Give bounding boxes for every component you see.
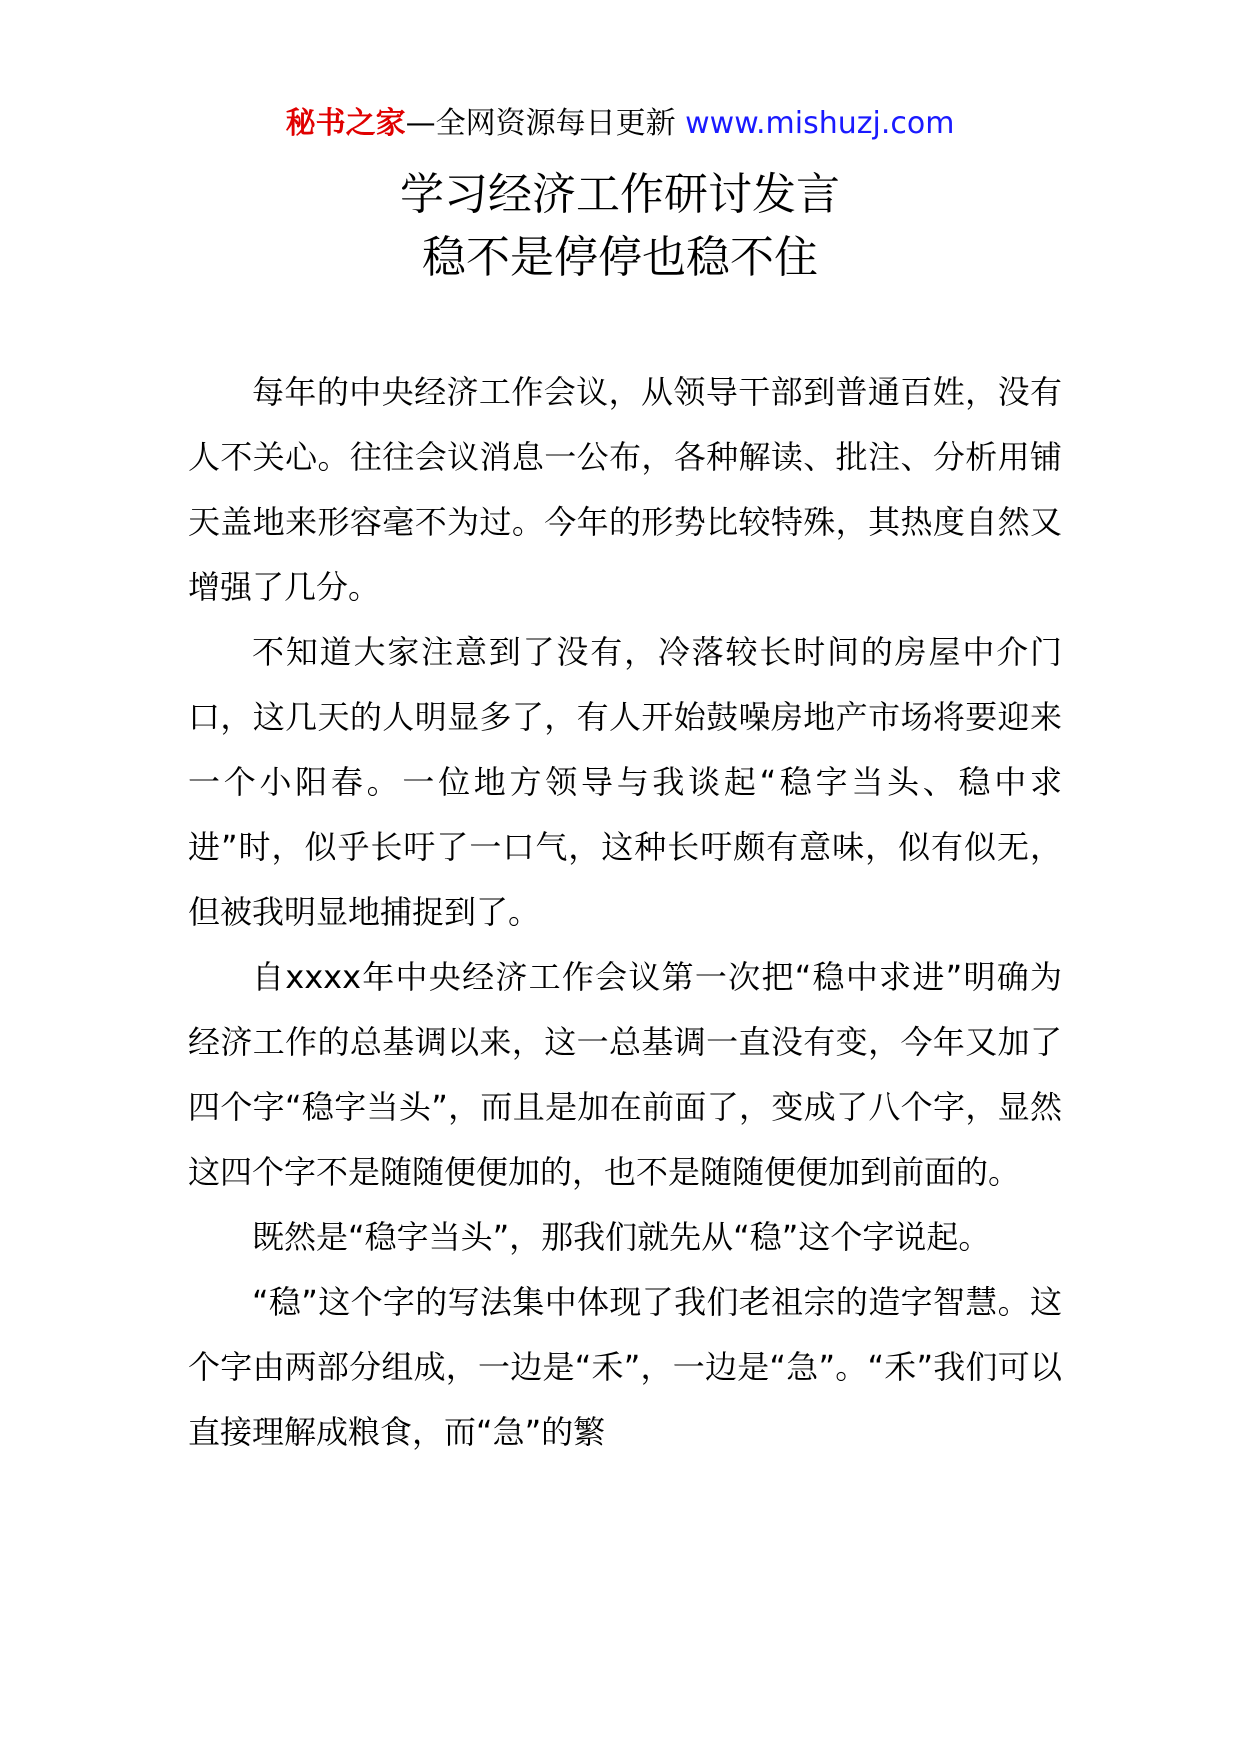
paragraph: 每年的中央经济工作会议，从领导干部到普通百姓，没有人不关心。往往会议消息一公布，各种解读、批注、分析用铺天盖地来形容毫不为过。今年的形势比较特殊，其热度自然又增强了几分。 (188, 373, 1062, 606)
paragraph: 不知道大家注意到了没有，冷落较长时间的房屋中介门口，这几天的人明显多了，有人开始鼓噪房地产市场将要迎来一个小阳春。一位地方领导与我谈起“稳字当头、稳中求进”时，似乎长吁了一口气，这种长吁颇有意味，似有似无，但被我明显地捕捉到了。 (188, 633, 1062, 931)
brand-name: 秘书之家 (285, 106, 406, 141)
header-slogan: —全网资源每日更新 (405, 106, 686, 141)
document-title: 学习经济工作研讨发言 (400, 169, 840, 220)
paragraph: 既然是“稳字当头”，那我们就先从“稳”这个字说起。 (252, 1218, 991, 1256)
site-header (0, 103, 1240, 145)
document-subtitle: 稳不是停停也稳不住 (422, 232, 818, 283)
document-body (188, 360, 1062, 1465)
paragraph: “稳”这个字的写法集中体现了我们老祖宗的造字智慧。这个字由两部分组成，一边是“禾”，一边是“急”。“禾”我们可以直接理解成粮食，而“急”的繁 (188, 1283, 1062, 1451)
paragraph: 自xxxx年中央经济工作会议第一次把“稳中求进”明确为经济工作的总基调以来，这一总基调一直没有变，今年又加了四个字“稳字当头”，而且是加在前面了，变成了八个字，显然这四个字不是随随便便加的，也不是随随便便加到前面的。 (188, 958, 1062, 1191)
site-url-link[interactable]: www.mishuzj.com (685, 106, 955, 141)
